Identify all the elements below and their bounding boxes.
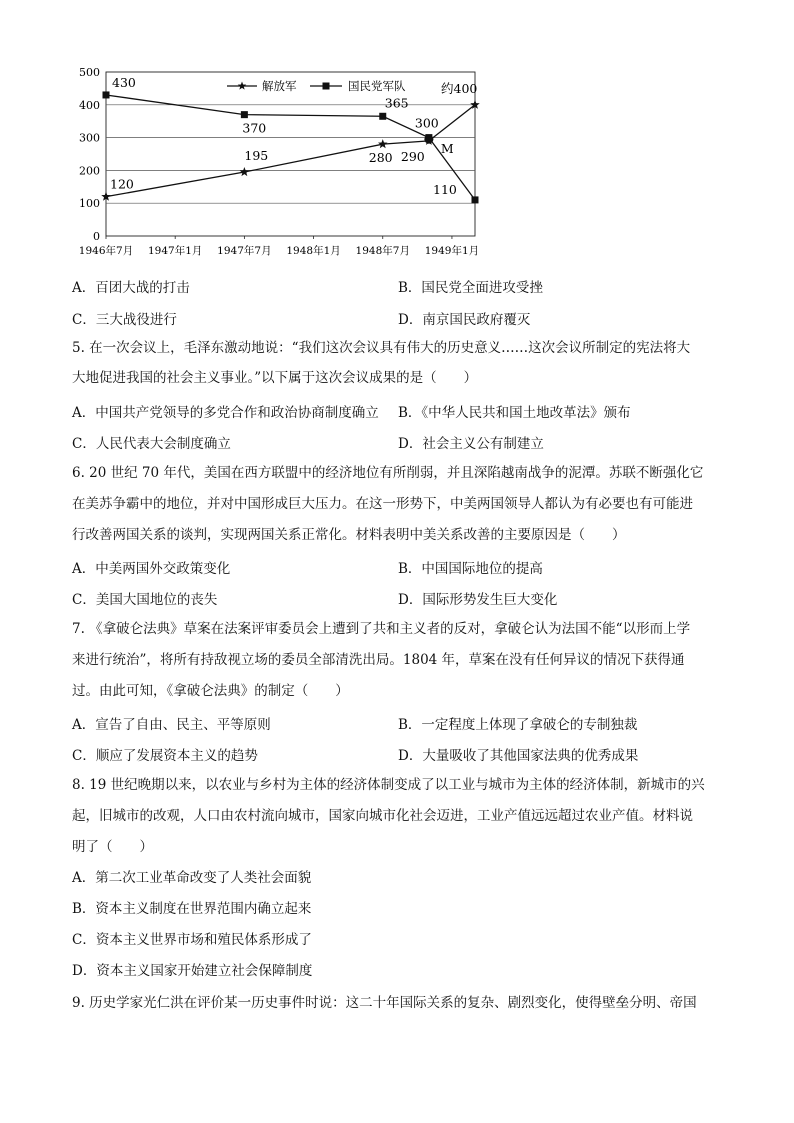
q8-option-a: A．第二次工业革命改变了人类社会面貌 bbox=[72, 870, 312, 886]
square-marker bbox=[241, 111, 248, 118]
intersection-point bbox=[424, 135, 433, 144]
q7-option-b: B．一定程度上体现了拿破仑的专制独裁 bbox=[398, 717, 638, 733]
q6-option-d: D．国际形势发生巨大变化 bbox=[398, 592, 558, 608]
data-label: 120 bbox=[110, 176, 134, 192]
q7-option-d: D．大量吸收了其他国家法典的优秀成果 bbox=[398, 748, 639, 764]
data-label: 370 bbox=[242, 120, 267, 136]
q8-stem-line2: 起，旧城市的改观，人口由农村流向城市，国家向城市化社会迈进，工业产值远远超过农业产值。材料说 bbox=[72, 808, 693, 824]
q5-stem-line2: 大地促进我国的社会主义事业。”以下属于这次会议成果的是（ ） bbox=[72, 370, 478, 386]
q7-stem-line3: 过。由此可知，《拿破仑法典》的制定（ ） bbox=[72, 683, 349, 699]
data-label: 430 bbox=[112, 74, 136, 90]
q5-stem-line1: 5. 在一次会议上，毛泽东激动地说：“我们这次会议具有伟大的历史意义……这次会议所制定的宪法将大 bbox=[72, 340, 691, 356]
line-chart-svg bbox=[70, 58, 490, 273]
x-tick-label: 1949年1月 bbox=[424, 245, 480, 257]
q9-stem-line1: 9. 历史学家光仁洪在评价某一历史事件时说：这二十年国际关系的复杂、剧烈变化，使得壁垒分明、帝国 bbox=[72, 995, 697, 1011]
data-label: 365 bbox=[384, 95, 409, 111]
x-tick-label: 1947年1月 bbox=[147, 245, 203, 257]
legend-label: 解放军 bbox=[262, 79, 297, 93]
y-tick-label: 300 bbox=[79, 131, 100, 145]
q7-stem-line1: 7. 《拿破仑法典》草案在法案评审委员会上遭到了共和主义者的反对，拿破仑认为法国不能“以形而上学 bbox=[72, 621, 691, 637]
y-tick-label: 0 bbox=[93, 230, 100, 243]
q6-stem-line1: 6. 20 世纪 70 年代，美国在西方联盟中的经济地位有所削弱，并且深陷越南战争的泥潭。苏联不断强化它 bbox=[72, 465, 704, 481]
q5-option-b: B．《中华人民共和国土地改革法》颁布 bbox=[398, 405, 631, 421]
q8-stem-line3: 明了（ ） bbox=[72, 839, 153, 855]
q5-option-c: C．人民代表大会制度确立 bbox=[72, 436, 231, 452]
star-marker bbox=[378, 139, 388, 148]
q7-option-c: C．顺应了发展资本主义的趋势 bbox=[72, 748, 258, 764]
legend-square-marker bbox=[323, 83, 330, 90]
y-tick-label: 500 bbox=[79, 66, 100, 79]
x-tick-label: 1947年7月 bbox=[217, 245, 272, 257]
data-label: 195 bbox=[244, 148, 269, 164]
q5-option-d: D．社会主义公有制建立 bbox=[398, 436, 544, 452]
troop-strength-chart bbox=[70, 58, 490, 273]
square-marker bbox=[379, 113, 386, 120]
q8-option-b: B．资本主义制度在世界范围内确立起来 bbox=[72, 901, 312, 917]
q7-option-a: A．宣告了自由、民主、平等原则 bbox=[72, 717, 271, 733]
y-tick-label: 400 bbox=[79, 98, 100, 112]
star-marker bbox=[240, 167, 250, 176]
q4-option-b: B．国民党全面进攻受挫 bbox=[398, 280, 543, 296]
q8-stem-line1: 8. 19 世纪晚期以来，以农业与乡村为主体的经济体制变成了以工业与城市为主体的经济体制，新城市的兴 bbox=[72, 777, 705, 793]
q6-option-a: A．中美两国外交政策变化 bbox=[72, 561, 231, 577]
data-label: 280 bbox=[368, 150, 393, 166]
q4-option-a: A．百团大战的打击 bbox=[72, 280, 190, 296]
q7-stem-line2: 来进行统治”，将所有持敌视立场的委员全部清洗出局。1804 年，草案在没有任何异议的情况下获得通 bbox=[72, 652, 685, 668]
data-label: 300 bbox=[414, 115, 439, 131]
q8-option-c: C．资本主义世界市场和殖民体系形成了 bbox=[72, 932, 312, 948]
data-label: 约400 bbox=[441, 80, 478, 96]
q6-stem-line3: 行改善两国关系的谈判，实现两国关系正常化。材料表明中美关系改善的主要原因是（ ） bbox=[72, 527, 626, 543]
legend-label: 国民党军队 bbox=[348, 79, 406, 93]
q5-option-a: A．中国共产党领导的多党合作和政治协商制度确立 bbox=[72, 405, 379, 421]
x-tick-label: 1948年7月 bbox=[355, 245, 410, 257]
x-tick-label: 1946年7月 bbox=[78, 245, 134, 257]
y-tick-label: 200 bbox=[79, 164, 100, 178]
q4-option-d: D．南京国民政府覆灭 bbox=[398, 312, 531, 328]
square-marker bbox=[472, 196, 479, 203]
square-marker bbox=[103, 91, 110, 98]
q6-option-c: C．美国大国地位的丧失 bbox=[72, 592, 218, 608]
data-label: 110 bbox=[433, 181, 457, 197]
q4-option-c: C．三大战役进行 bbox=[72, 312, 177, 328]
q6-option-b: B．中国国际地位的提高 bbox=[398, 561, 543, 577]
y-tick-label: 100 bbox=[79, 197, 100, 211]
x-tick-label: 1948年1月 bbox=[286, 245, 341, 257]
q6-stem-line2: 在美苏争霸中的地位，并对中国形成巨大压力。在这一形势下，中美两国领导人都认为有必要也有可能进 bbox=[72, 496, 693, 512]
series-line-kmt bbox=[106, 95, 475, 200]
annotation-label: M bbox=[440, 141, 454, 157]
data-label: 290 bbox=[400, 148, 425, 164]
q8-option-d: D．资本主义国家开始建立社会保障制度 bbox=[72, 963, 313, 979]
legend-star-marker bbox=[238, 82, 247, 90]
